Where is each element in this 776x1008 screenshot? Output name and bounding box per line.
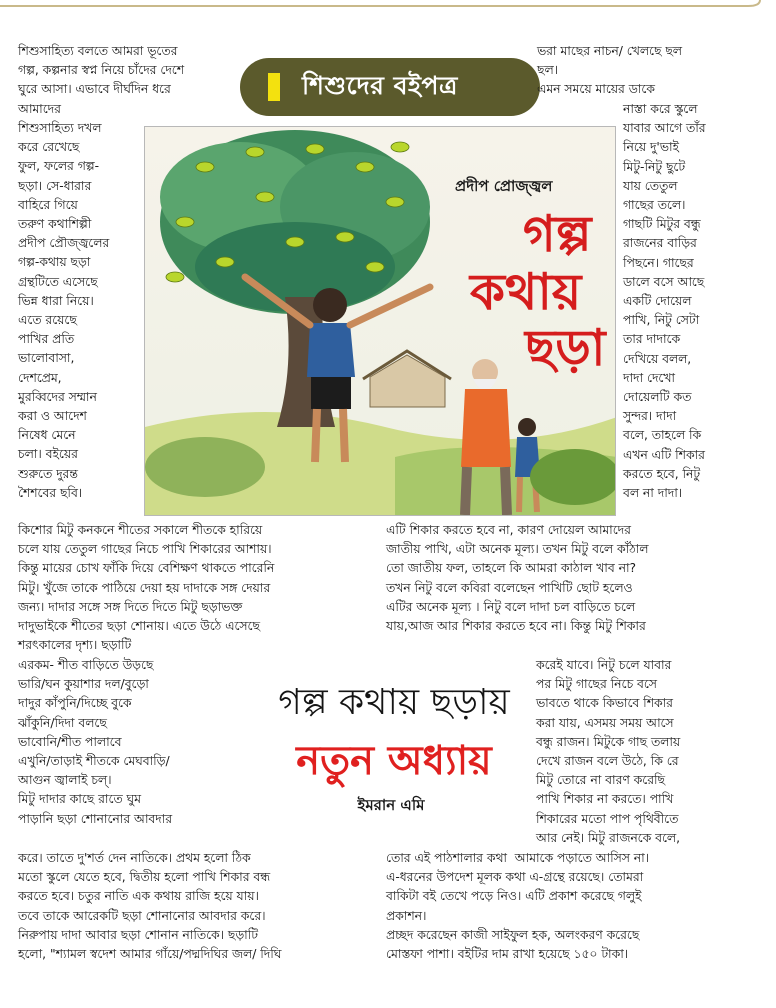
section-banner — [240, 58, 540, 116]
cover-title-line-3: ছড়া — [525, 318, 606, 377]
article-subheadline: নতুন অধ্যায় — [296, 737, 492, 784]
book-cover-image — [144, 126, 616, 516]
section-title: শিশুদের বইপত্র — [302, 70, 458, 100]
article-bottom-left-text: করে। তাতে দু'শর্ত দেন নাতিকে। প্রথম হলো ঠিক মতো স্কুলে যেতে হবে, দ্বিতীয় হলো পাখি শিকার বন্ধ করতে হবে। চতুর নাতি এক কথায় রাজি হয়ে যায়। তবে তাকে আরেকটি ছড়া শোনানোর আবদার করে। নিরুপায় দাদা আবার ছড়া শোনান নাতিকে। ছড়াটি হলো, "শ্যামল স্বদেশ আমার গাঁয়ে/পদ্মদিঘির জল/ দিঘি — [18, 851, 282, 962]
cover-title-line-2: কথায় — [470, 262, 582, 321]
article-intro-text: শিশুসাহিত্য বলতে আমরা ভূতের গল্প, কল্পনার স্বপ্ন নিয়ে চাঁদের দেশে ঘুরে আসা। এভাবে দীর্ঘদিন ধরে আমাদের — [18, 44, 184, 116]
article-middle-right-text: এটি শিকার করতে হবে না, কারণ দোয়েল আমাদের জাতীয় পাখি, এটা অনেক মূল্য। তখন মিটু বলে কাঁঠাল তো জাতীয় ফল, তাহলে কি আমরা কাঠাল খাব না? তখন নিটু বলে কবিরা বলেছেন পাখিটি ছোট হলেও এটির অনেক মূল্য । নিটু বলে দাদা চল বাড়িতে চলে যায়,আজ আর শিকার করতে হবে না। কিন্তু মিটু শিকার — [386, 523, 649, 634]
article-poem-text: এরকম- শীত বাড়িতে উড়ছে ভারি/ঘন কুয়াশার দল/বুড়ো দাদুর কাঁপুনি/দিচ্ছে বুকে ঝাঁকুনি/দিদা বলছে ভাবোনি/শীত পালাবে এখুনি/তাড়াই শীতকে মেঘবাড়ি/ আগুন জ্বালাই চল্। মিটু দাদার কাছে রাতে ঘুম পাড়ানি ছড়া শোনানোর আবদার — [18, 658, 172, 826]
cover-title-line-1: গল্প — [523, 204, 592, 263]
article-middle-left-text: কিশোর মিটু কনকনে শীতের সকালে শীতকে হারিয়ে চলে যায় তেতুল গাছের নিচে পাখি শিকারের আশায়। কিন্তু মায়ের চোখ ফাঁকি দিয়ে বেশিক্ষণ থাকতে পারেনি মিটু। খুঁজে তাকে পাঠিয়ে দেয়া হয় দাদাকে সঙ্গ দেয়ার জন্য। দাদার সঙ্গে সঙ্গ দিতে দিতে মিটু ছড়াভক্ত দাদুভাইকে শীতের ছড়া শোনায়। এতে উঠে এসেছে শরৎকালের দৃশ্য। ছড়াটি — [18, 523, 275, 653]
banner-accent-mark — [268, 73, 280, 101]
article-left-column: শিশুসাহিত্য দখল করে রেখেছে ফুল, ফলের গল্প- ছড়া। সে-ধারার বাহিরে গিয়ে তরুণ কথাশিল্পী প্রদীপ প্রৌজ্জ্বলের গল্প-কথায় ছড়া গ্রন্থটিতে এসেছে ভিন্ন ধারা নিয়ে। এতে রয়েছে পাখির প্রতি ভালোবাসা, দেশপ্রেম, মুরব্বিদের সম্মান করা ও আদেশ নিষেধ মেনে চলা। বইয়ের শুরুতে দুরন্ত শৈশবের ছবি। — [18, 121, 110, 500]
article-right-column: নাস্তা করে স্কুলে যাবার আগে তাঁর নিয়ে দু'ভাই মিটু-নিটু ছুটে যায় তেতুল গাছের তলে। গাছটি মিটুর বন্ধু রাজনের বাড়ির পিছনে। গাছের ডালে বসে আছে একটি দোয়েল পাখি, নিটু সেটা তার দাদাকে দেখিয়ে বলল, দাদা দেখো দোয়েলটি কত সুন্দর। দাদা বলে, তাহলে কি এখন এটি শিকার করতে হবে, নিটু বল না দাদা। — [623, 102, 706, 501]
article-right-top-text: ভরা মাছের নাচন/ খেলছে ছল ছল। এমন সময়ে মায়ের ডাকে — [537, 44, 682, 97]
article-byline: ইমরান এমি — [357, 796, 425, 814]
page-top-border — [0, 0, 776, 22]
article-bottom-right-text: তোর এই পাঠশালার কথা আমাকে পড়াতে আসিস না। এ-ধরনের উপদেশ মূলক কথা এ-গ্রন্থে রয়েছে। তোমরা বাকিটা বই তেখে পড়ে নিও। এটি প্রকাশ করেছে গলুই প্রকাশন। প্রচ্ছদ করেছেন কাজী সাইফুল হক, অলংকরণ করেছে মোস্তফা পাশা। বইটির দাম রাখা হয়েছে ১৫০ টাকা। — [386, 851, 650, 962]
article-story-right-text: করেই যাবে। নিটু চলে যাবার পর মিটু গাছের নিচে বসে ভাবতে থাকে কিভাবে শিকার করা যায়, এসময় সময় আসে বন্ধু রাজন। মিটুকে গাছ তলায় দেখে রাজন বলে উঠে, কি রে মিটু তোরে না বারণ করেছি পাখি শিকার না করতে। পাখি শিকারের মতো পাপ পৃথিবীতে আর নেই। মিটু রাজনকে বলে, — [536, 658, 681, 845]
article-headline: গল্প কথায় ছড়ায় — [278, 682, 510, 723]
cover-author-name: প্রদীপ প্রোজ্জ্বল — [455, 177, 553, 195]
